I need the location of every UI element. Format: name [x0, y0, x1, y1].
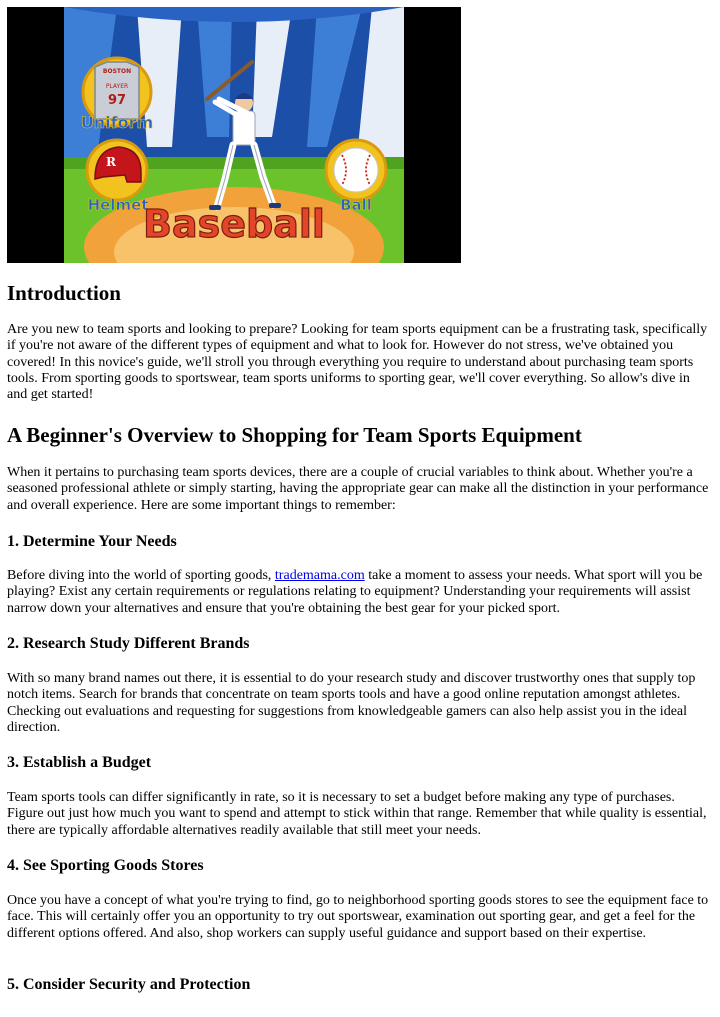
section-1-paragraph	[7, 568, 713, 617]
intro-heading: Introduction	[7, 281, 121, 305]
section-2-heading: 2. Research Study Different Brands	[7, 635, 250, 652]
section-1-text-after: take a moment to assess your needs. What sport will you be playing? Exist any certain requirements or regulations relating to equipment? Understanding your requirements will assist narrow down your alternatives and ensure that you're obtaining the best gear for your picked sport.	[7, 568, 703, 616]
section-4-heading: 4. See Sporting Goods Stores	[7, 857, 204, 874]
overview-paragraph: When it pertains to purchasing team sports devices, there are a couple of crucial variables to think about. Whether you're a seasoned professional athlete or simply starting, having the appropriate gear can make all the distinction in your performance and overall experience. Here are some important things to remember:	[7, 465, 709, 513]
baseball-illustration	[7, 7, 461, 263]
section-4-paragraph: Once you have a concept of what you're trying to find, go to neighborhood sporting goods stores to see the equipment face to face. This will certainly offer you an opportunity to try out sportswear, examination out sporting gear, and get a feel for the different options offered. And also, shop workers can supply useful guidance and support based on their expertise.	[7, 893, 709, 941]
hero-title: Baseball	[143, 202, 325, 246]
section-1-heading: 1. Determine Your Needs	[7, 533, 177, 550]
helmet-label: Helmet	[87, 196, 149, 214]
overview-heading: A Beginner's Overview to Shopping for Team Sports Equipment	[7, 423, 582, 447]
uniform-label: Uniform	[80, 113, 154, 132]
jersey-name-text: PLAYER	[105, 83, 129, 90]
section-5-heading: 5. Consider Security and Protection	[7, 976, 251, 993]
hero-image	[7, 7, 461, 263]
trademama-link[interactable]: trademama.com	[274, 568, 365, 583]
jersey-number-text: 97	[107, 93, 127, 108]
helmet-letter: R	[106, 155, 116, 169]
jersey-team-text: BOSTON	[102, 68, 132, 75]
ball-label: Ball	[340, 196, 372, 214]
intro-paragraph: Are you new to team sports and looking to prepare? Looking for team sports equipment can be a frustrating task, specifically if you're not aware of the different types of equipment and what to look for. However do not stress, we've obtained you covered! In this novice's guide, we'll stroll you through everything you require to understand about purchasing team sports tools. From sporting goods to sportswear, team sports uniforms to sporting gear, we'll cover everything. So allow's dive in and get started!	[7, 322, 708, 403]
section-2-paragraph: With so many brand names out there, it is essential to do your research study and discover trustworthy ones that supply top notch items. Search for brands that concentrate on team sports tools and have a good online reputation amongst athletes. Checking out evaluations and requesting for suggestions from knowledgeable gamers can also help assist you in the ideal direction.	[7, 671, 696, 735]
section-3-heading: 3. Establish a Budget	[7, 754, 152, 771]
section-1-text-before: Before diving into the world of sporting goods,	[7, 568, 275, 583]
section-3-paragraph: Team sports tools can differ significantly in rate, so it is necessary to set a budget before making any type of purchases. Figure out just how much you want to spend and attempt to stick within that range. Remember that while quality is essential, there are typically affordable alternatives readily available that still meet your needs.	[7, 790, 707, 838]
